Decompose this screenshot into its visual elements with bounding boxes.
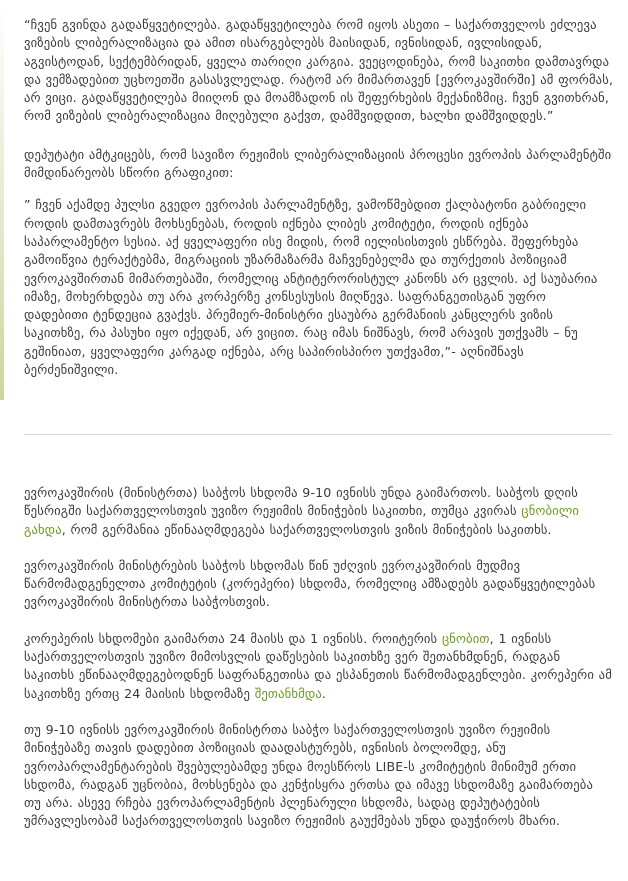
coreper-meetings-paragraph xyxy=(24,630,614,703)
quote-paragraph-1: “ჩვენ გვინდა გადაწყვეტილება. გადაწყვეტილება რომ იყოს ასეთი – საქართველოს ეძლევა ვიზების ლიბერალიზაცია და ამით ისარგებლებს მაისიდან, ივნისიდან, ივლისიდან, აგვისტოდან, სექტემბრიდან, ყველა თარიღი კარგია. ვეეცოდინება, რომ საკითხი დამთავრდა და ვემზადებით უცხოეთში გასასვლელად. რატომ არ მიმართავენ [ევროკავშირში] ამ ფორმას, არ ვიცი. გადაწყვეტილება მიიღონ და მოამზადონ ის შეფერხების მექანიზმიც. ჩვენ გვითხრან, რომ ვიზების ლიბერალიზაცია მიღებული გაქვთ, დამშვიდდით, ხალხი დამშვიდდეს.” xyxy=(24,17,614,124)
libe-paragraph: თუ 9-10 ივნისს ევროკავშირის მინისტრთა საბჭო საქართველოსთვის უვიზო რეჟიმის მინიჭებაზე თავის დადებით პოზიციას დაადასტურებს, ივნისის ბოლომდე, ანუ ევროპარლამენტარების შვებულებამდე უნდა მოესწროს LIBE-ს კომიტეტის მინიმუმ ერთი სხდომა, რადგან უცნობია, მოხსენება და კენჭისყრა ერთსა და იმავე სხდომაზე გაიმართება თუ არა. ასევე რჩება ევროპარლამენტის პლენარული სხდომა, სადაც დეპუტატების უმრავლესობამ საქართველოსთვის სავიზო რეჟიმის გაუქმებას უნდა დაუჭიროს მხარი. xyxy=(24,721,593,829)
quote-paragraph-2: ” ჩვენ აქამდე პულსი გვედო ევროპის პარლამენტზე, ვამოწმებდით ქალბატონი გაბრიელი როდის დამთავრებს მოხსენებას, როდის იქნება ლიბეს კომიტეტი, როდის იქნება საპარლამენტო სესია. აქ ყველაფერი ისე მიდის, რომ იელისისთვის ესწრება. შეფერხება გამოიწვია ტერაქტებმა, მიგრაციის უზარმაზარმა მაჩვენებელმა და თურქეთის პოზიციამ ევროკავშირთან მიმართებაში, რომელიც ანტიტერორისტულ კანონს არ ცვლის. აქ საუბარია იმაზე, მოხერხდება თუ არა კორპერზე კონსესუსის მიღწევა. საფრანგეთისგან უფრო დადებითი ტენდეცია გვაქვს. პრემიერ-მინისტრი ესაუბრა გერმანიის კანცლერს ვიზის საკითხზე, რა პასუხი იყო იქედან, არ ვიცით. რაც იმას ნიშნავს, რომ არავის უთქვამს – ნუ გეშინიათ, ყველაფერი კარგად იქნება, არც საპირისპირო უთქვამთ,”- აღნიშნავს ბერძენიშვილი. xyxy=(24,197,598,378)
coreper-text-start: კორეპერის სხდომები გაიმართა 24 მაისს და 1 ივნისს. როიტერის xyxy=(24,630,442,646)
became-known-link[interactable]: ცნობილი გახდა xyxy=(24,503,580,537)
reuters-link[interactable]: ცნობით xyxy=(441,630,490,646)
coreper-text-end: . xyxy=(321,685,327,701)
council-text-start: ევროკავშირის (მინისტრთა) საბჭოს სხდომა 9-10 ივნისს უნდა გაიმართოს. საბჭოს დღის წესრიგში საქართველოსთვის უვიზო რეჟიმის მინიჭების საკითხი, თუმცა კვირას xyxy=(24,485,578,519)
coreper-text-middle: , 1 ივნისს საქართველოსთვის უვიზო მიმოსვლის დაწესების საკითხზე ვერ შეთანხმდნენ, რადგან საკითხს ეწინააღმდეგებოდნენ საფრანგეთისა და ესპანეთის წარმომადგენლები. კორეპერი ამ საკითხზე ერთც 24 მაისის სხდომაზე xyxy=(24,630,612,701)
article-bottom xyxy=(24,484,614,831)
article-top xyxy=(24,12,614,379)
left-accent-bar xyxy=(0,0,4,400)
council-text-end: , რომ გერმანია ეწინააღმდეგება საქართველოსთვის ვიზის მინიჭების საკითხს. xyxy=(61,521,552,537)
coreper-paragraph: ევროკავშირის მინისტრების საბჭოს სხდომას წინ უძღვის ევროკავშირის მუდმივ წარმომადგენელთა კომიტეტის (კორეპერი) სხდომა, რომელიც ამზადებს გადაწყვეტილებას ევროკავშირის მინისტრთა საბჭოსთვის. xyxy=(24,557,596,610)
council-paragraph xyxy=(24,484,614,539)
agreed-link[interactable]: შეთანხმდა xyxy=(254,685,322,701)
intro-paragraph: დეპუტატი ამტკიცებს, რომ სავიზო რეჟიმის ლიბერალიზაციის პროცესი ევროპის პარლამენტში მიმდინარეობს სწორი გრაფიკით: xyxy=(24,146,612,181)
section-divider xyxy=(24,434,612,435)
